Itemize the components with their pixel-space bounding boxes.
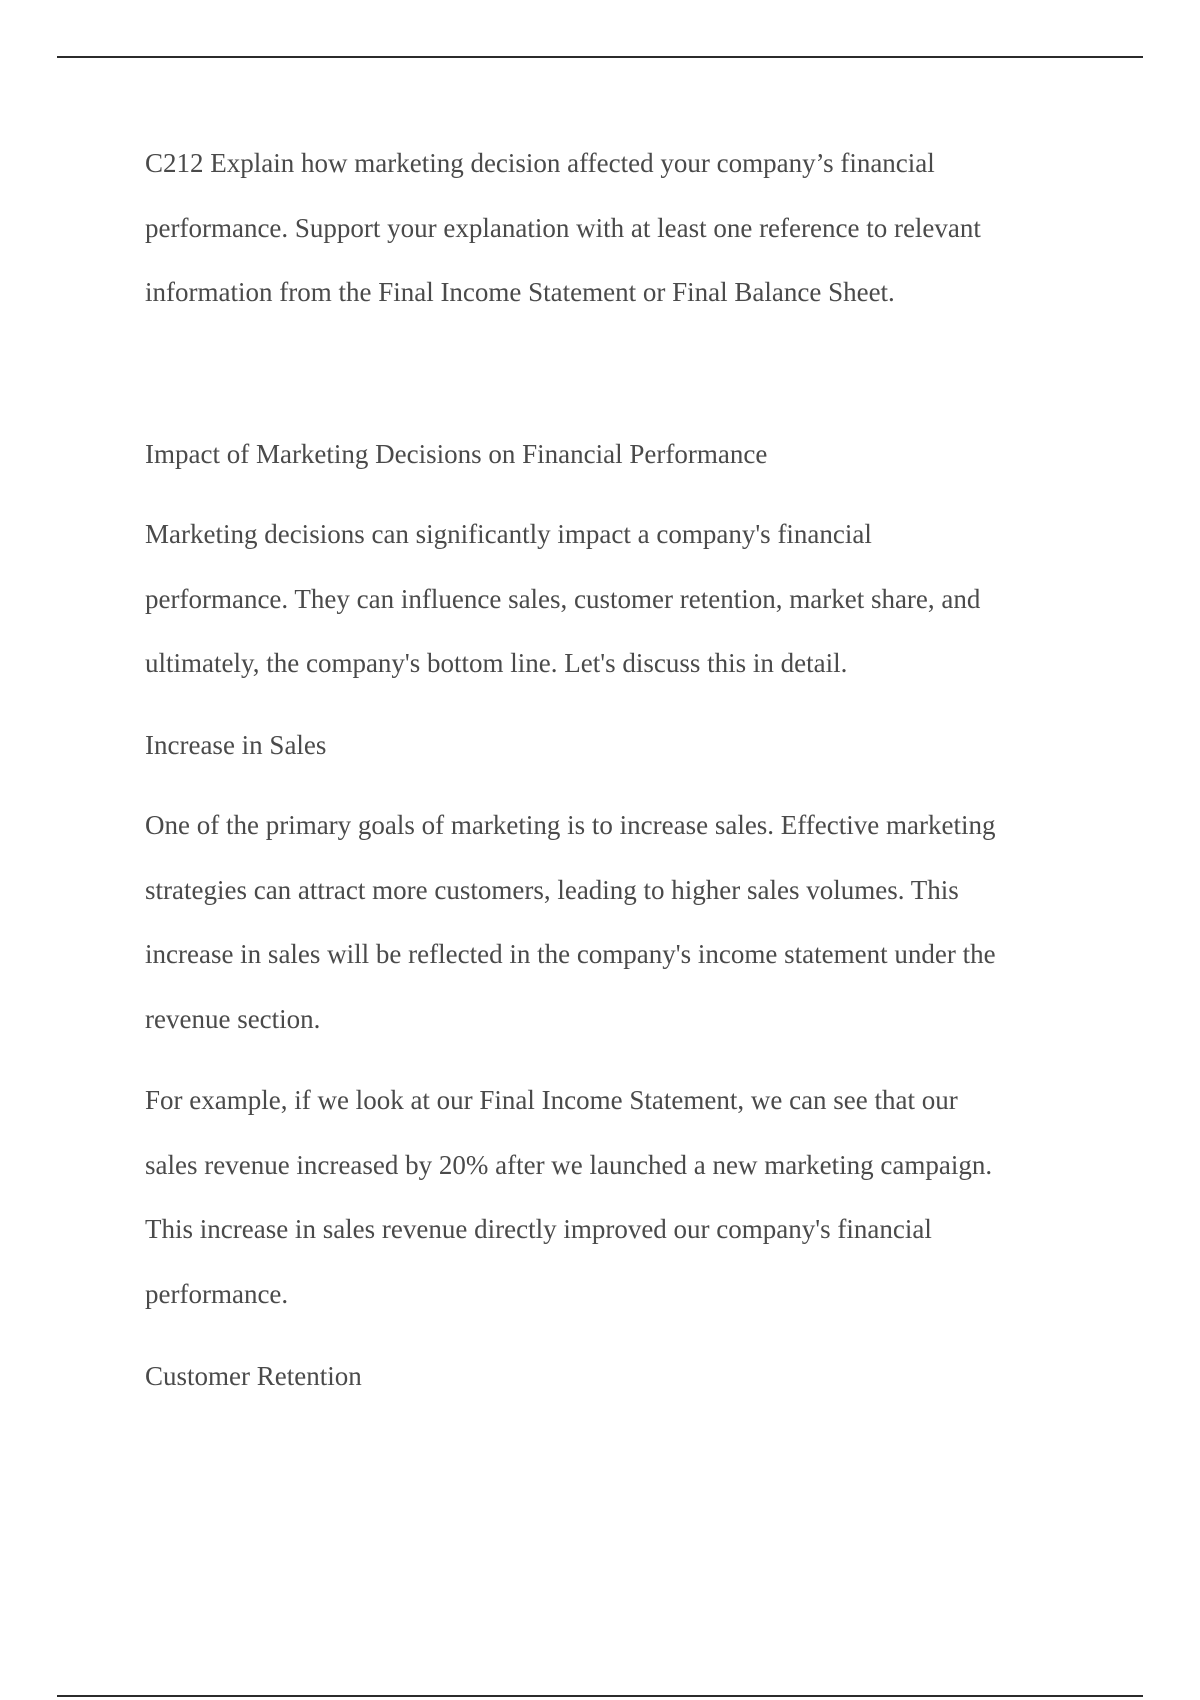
example-line: sales revenue increased by 20% after we launched a new marketing campaign. <box>145 1149 993 1180</box>
bottom-rule <box>57 1695 1143 1697</box>
intro-line: ultimately, the company's bottom line. Let's discuss this in detail. <box>145 648 848 678</box>
sales-line: strategies can attract more customers, leading to higher sales volumes. This <box>145 874 959 905</box>
sales-line: revenue section. <box>145 1003 321 1034</box>
question-line: performance. Support your explanation with at least one reference to relevant <box>145 212 981 243</box>
intro-paragraph <box>145 502 1065 696</box>
retention-heading: Customer Retention <box>145 1361 362 1391</box>
example-line: For example, if we look at our Final Income Statement, we can see that our <box>145 1085 958 1115</box>
section-title: Impact of Marketing Decisions on Financial Performance <box>145 439 768 469</box>
example-paragraph <box>145 1068 1065 1326</box>
sales-line: increase in sales will be reflected in the company's income statement under the <box>145 939 996 969</box>
question-paragraph <box>145 131 1065 325</box>
top-rule <box>57 56 1143 58</box>
sales-line: One of the primary goals of marketing is to increase sales. Effective marketing <box>145 810 996 840</box>
question-line: C212 Explain how marketing decision affected your company’s financial <box>145 148 935 178</box>
intro-line: Marketing decisions can significantly impact a company's financial <box>145 519 872 549</box>
question-line: information from the Final Income Statement or Final Balance Sheet. <box>145 277 895 307</box>
sales-paragraph <box>145 793 1065 1051</box>
example-line: performance. <box>145 1278 289 1309</box>
intro-line: performance. They can influence sales, customer retention, market share, and <box>145 583 981 614</box>
sales-heading: Increase in Sales <box>145 730 327 760</box>
example-line: This increase in sales revenue directly improved our company's financial <box>145 1214 932 1244</box>
